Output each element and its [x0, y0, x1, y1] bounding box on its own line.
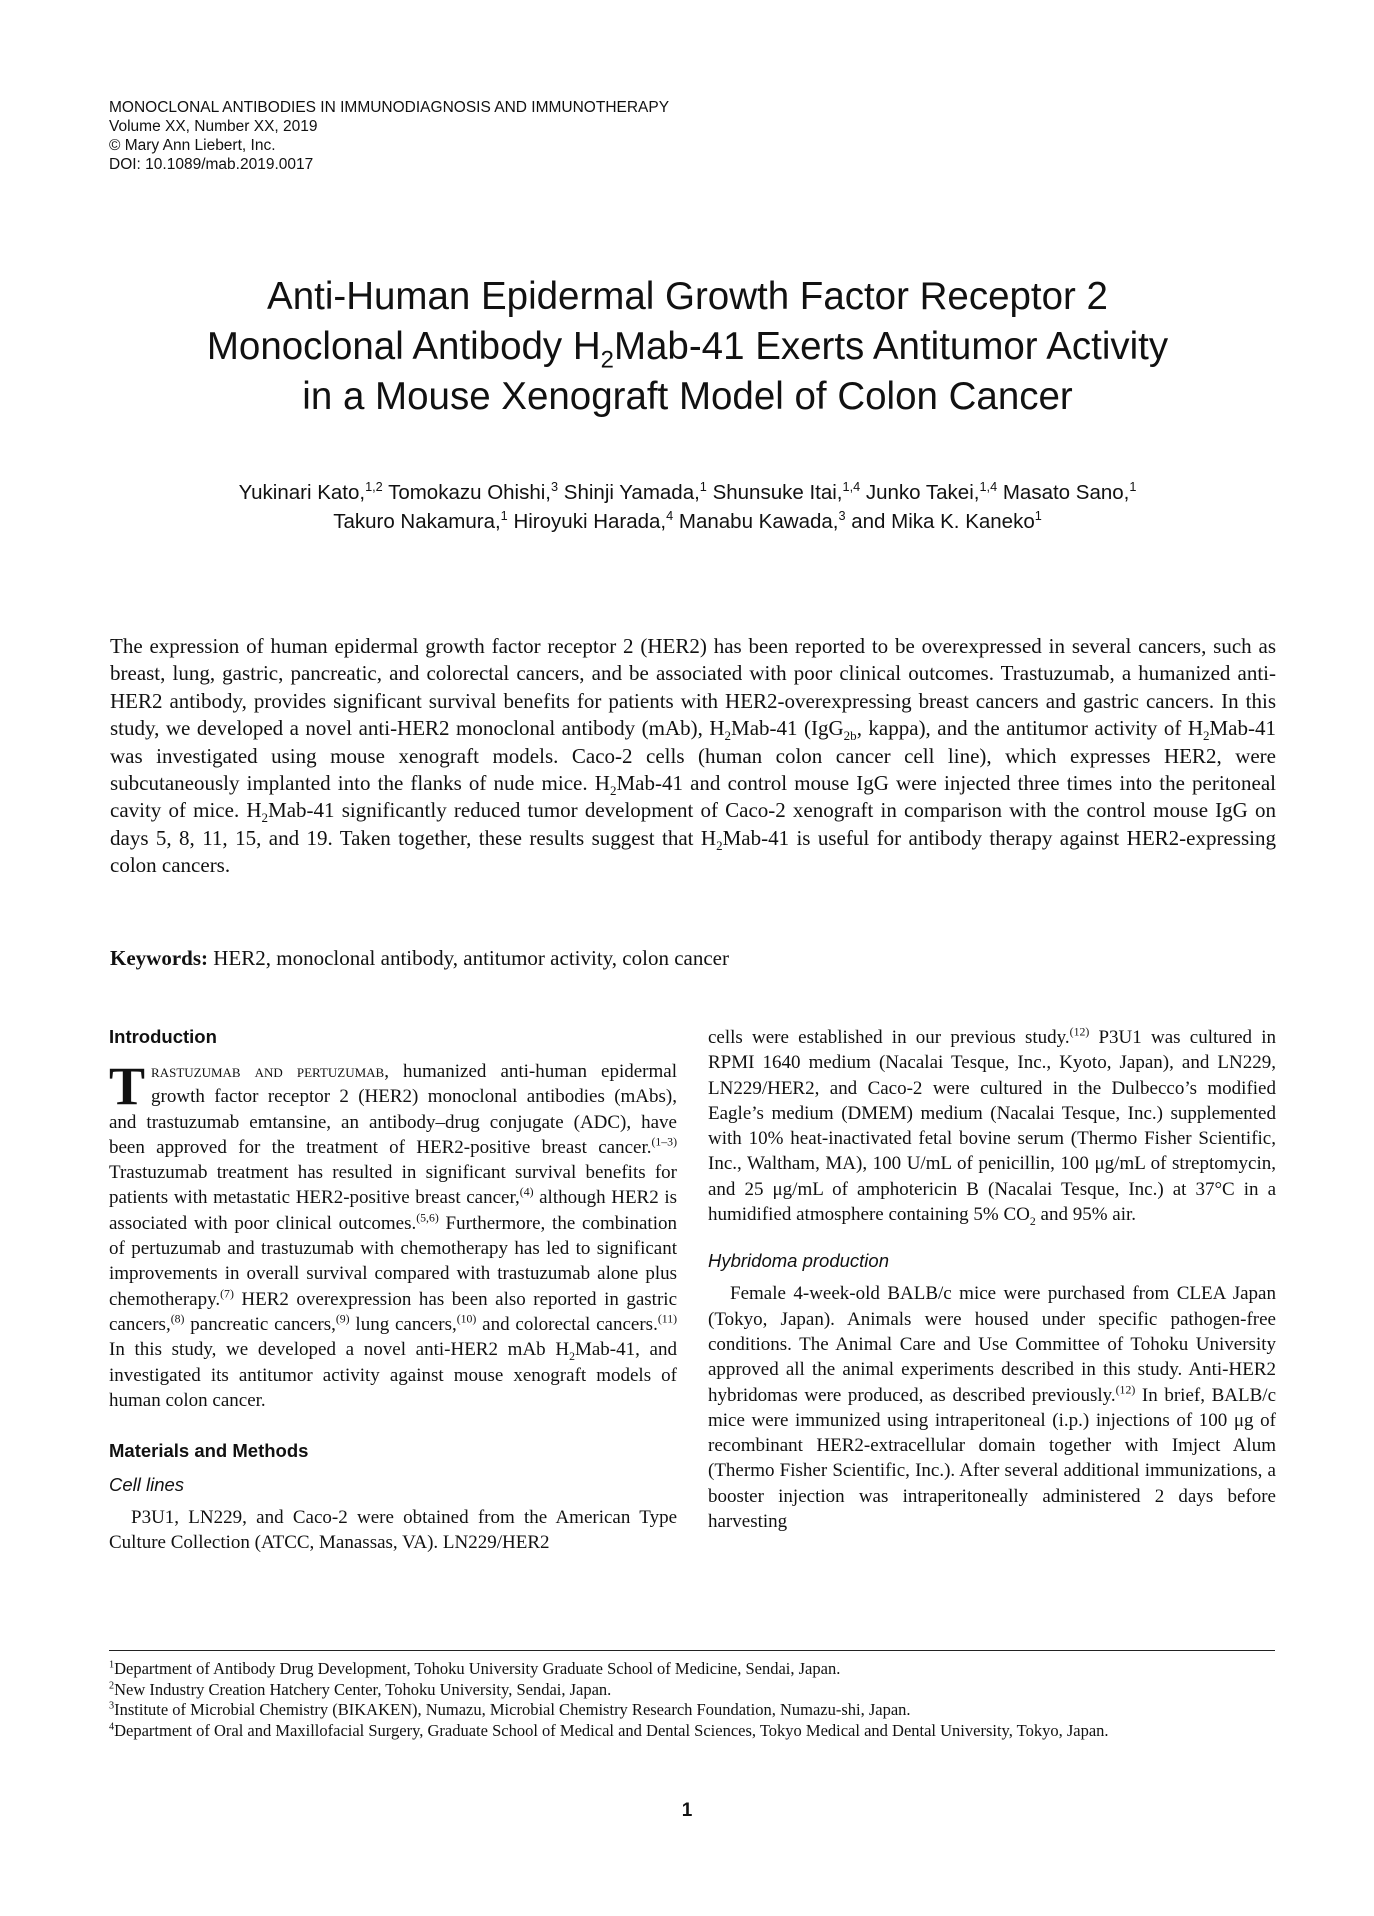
left-column	[109, 1025, 677, 1556]
author: Masato Sano,$^1$	[1002, 479, 1137, 504]
section-heading-materials-methods: Materials and Methods	[109, 1440, 309, 1462]
section-heading-introduction: Introduction	[109, 1026, 217, 1047]
cell-lines-paragraph: P3U1, LN229, and Caco-2 were obtained from the American Type Culture Collection (ATCC, Manassas, VA). LN229/HER2	[109, 1507, 677, 1554]
journal-name: MONOCLONAL ANTIBODIES IN IMMUNODIAGNOSIS AND IMMUNOTHERAPY	[109, 99, 670, 116]
journal-copyright: © Mary Ann Liebert, Inc.	[109, 137, 276, 154]
author-line-1	[110, 478, 1265, 507]
journal-doi: DOI: 10.1089/mab.2019.0017	[109, 156, 314, 173]
keywords-text: HER2, monoclonal antibody, antitumor activity, colon cancer	[208, 946, 729, 970]
author: Takuro Nakamura,$^1$	[333, 508, 508, 533]
author: Manabu Kawada,$^3$	[678, 508, 846, 533]
abstract: The expression of human epidermal growth factor receptor 2 (HER2) has been reported to be overexpressed in several cancers, such as breast, lung, gastric, pancreatic, and colorectal cancers, and be associated with poor clinical outcomes. Trastuzumab, a humanized anti-HER2 antibody, provides significant survival benefits for patients with HER2-overexpressing breast cancers and gastric cancers. In this study, we developed a novel anti-HER2 monoclonal antibody (mAb), $H_2Mab-41$ (IgG$_{2b}$, kappa), and the antitumor activity of $H_2Mab-41$ was investigated using mouse xenograft models. Caco-2 cells (human colon cancer cell line), which expresses HER2, were subcutaneously implanted into the flanks of nude mice. $H_2Mab-41$ and control mouse IgG were injected three times into the peritoneal cavity of mice. $H_2Mab-41$ significantly reduced tumor development of Caco-2 xenograft in comparison with the control mouse IgG on days 5, 8, 11, 15, and 19. Taken together, these results suggest that $H_2Mab-41$ is useful for antibody therapy against HER2-expressing colon cancers.	[110, 634, 1277, 878]
title-line-3: in a Mouse Xenograft Model of Colon Cancer	[302, 375, 1073, 418]
author-line-2	[110, 507, 1265, 536]
footnote: $^3$Institute of Microbial Chemistry (BIKAKEN), Numazu, Microbial Chemistry Research Foundation, Numazu-shi, Japan.	[109, 1700, 911, 1719]
author: Shinji Yamada,$^1$	[563, 479, 707, 504]
footnote: $^1$Department of Antibody Drug Development, Tohoku University Graduate School of Medicine, Sendai, Japan.	[109, 1659, 841, 1678]
subsection-heading-hybridoma: Hybridoma production	[708, 1250, 889, 1272]
journal-volume: Volume XX, Number XX, 2019	[109, 118, 318, 135]
paper-title	[110, 272, 1265, 422]
subsection-heading-cell-lines: Cell lines	[109, 1474, 185, 1496]
footnote: $^2$New Industry Creation Hatchery Center, Tohoku University, Sendai, Japan.	[109, 1679, 612, 1699]
title-subscript: 2	[600, 346, 614, 374]
affiliation-footnotes	[109, 1659, 1275, 1741]
author: Tomokazu Ohishi,$^3$	[388, 479, 559, 504]
author: Yukinari Kato,$^{1,2}$	[238, 479, 383, 504]
introduction-paragraph: Trastuzumab and pertuzumab, humanized anti-human epidermal growth factor receptor 2 (HER2) monoclonal antibodies (mAbs), and trastuzumab emtansine, an antibody–drug conjugate (ADC), have been approved for the treatment of HER2-positive breast cancer.$^{(1-3)}$ Trastuzumab treatment has resulted in significant survival benefits for patients with metastatic HER2-positive breast cancer,$^{(4)}$ although HER2 is associated with poor clinical outcomes.$^{(5,6)}$ Furthermore, the combination of pertuzumab and trastuzumab with chemotherapy has led to significant improvements in overall survival compared with trastuzumab alone plus chemotherapy.$^{(7)}$ HER2 overexpression has been also reported in gastric cancers,$^{(8)}$ pancreatic cancers,$^{(9)}$ lung cancers,$^{(10)}$ and colorectal cancers.$^{(11)}$ In this study, we developed a novel anti-HER2 mAb $H_2Mab-41$, and investigated its antitumor activity against mouse xenograft models of human colon cancer.	[109, 1056, 677, 1411]
footnote-divider	[109, 1650, 1275, 1651]
author: and Mika K. Kaneko$^1$	[851, 508, 1042, 533]
keywords	[110, 945, 1276, 972]
title-line-1: Anti-Human Epidermal Growth Factor Receptor 2	[267, 275, 1108, 318]
footnote: $^4$Department of Oral and Maxillofacial Surgery, Graduate School of Medical and Dental Sciences, Tokyo Medical and Dental University, Tokyo, Japan.	[109, 1720, 1109, 1740]
author-list	[110, 478, 1265, 536]
journal-header	[109, 98, 669, 174]
page-number: 1	[681, 1800, 693, 1821]
title-text: Mab-41 Exerts Antitumor Activity	[613, 325, 1169, 368]
title-text: Monoclonal Antibody H	[206, 325, 601, 368]
keywords-label: Keywords:	[110, 946, 208, 970]
right-column	[708, 1025, 1276, 1534]
hybridoma-paragraph: Female 4-week-old BALB/c mice were purchased from CLEA Japan (Tokyo, Japan). Animals were housed under specific pathogen-free conditions. The Animal Care and Use Committee of Tohoku University approved all the animal experiments described in this study. Anti-HER2 hybridomas were produced, as described previously.$^{(12)}$ In brief, BALB/c mice were immunized using intraperitoneal (i.p.) injections of 100 μg of recombinant HER2-extracellular domain together with Imject Alum (Thermo Fisher Scientific, Inc.). After several additional immunizations, a booster injection was intraperitoneally administered 2 days before harvesting	[708, 1283, 1276, 1533]
title-line-2	[110, 322, 1265, 372]
cell-lines-continued-paragraph: cells were established in our previous study.$^{(12)}$ P3U1 was cultured in RPMI 1640 medium (Nacalai Tesque, Inc., Kyoto, Japan), and LN229, LN229/HER2, and Caco-2 were cultured in the Dulbecco’s modified Eagle’s medium (DMEM) medium (Nacalai Tesque, Inc.) supplemented with 10% heat-inactivated fetal bovine serum (Thermo Fisher Scientific, Inc., Waltham, MA), 100 U/mL of penicillin, 100 μg/mL of streptomycin, and 25 μg/mL of amphotericin B (Nacalai Tesque, Inc.) at 37°C in a humidified atmosphere containing 5% $CO_2$ and 95% air.	[708, 1025, 1276, 1228]
drop-cap: T	[109, 1056, 146, 1116]
author: Junko Takei,$^{1,4}$	[865, 479, 998, 504]
author: Hiroyuki Harada,$^4$	[513, 508, 674, 533]
author: Shunsuke Itai,$^{1,4}$	[712, 479, 861, 504]
